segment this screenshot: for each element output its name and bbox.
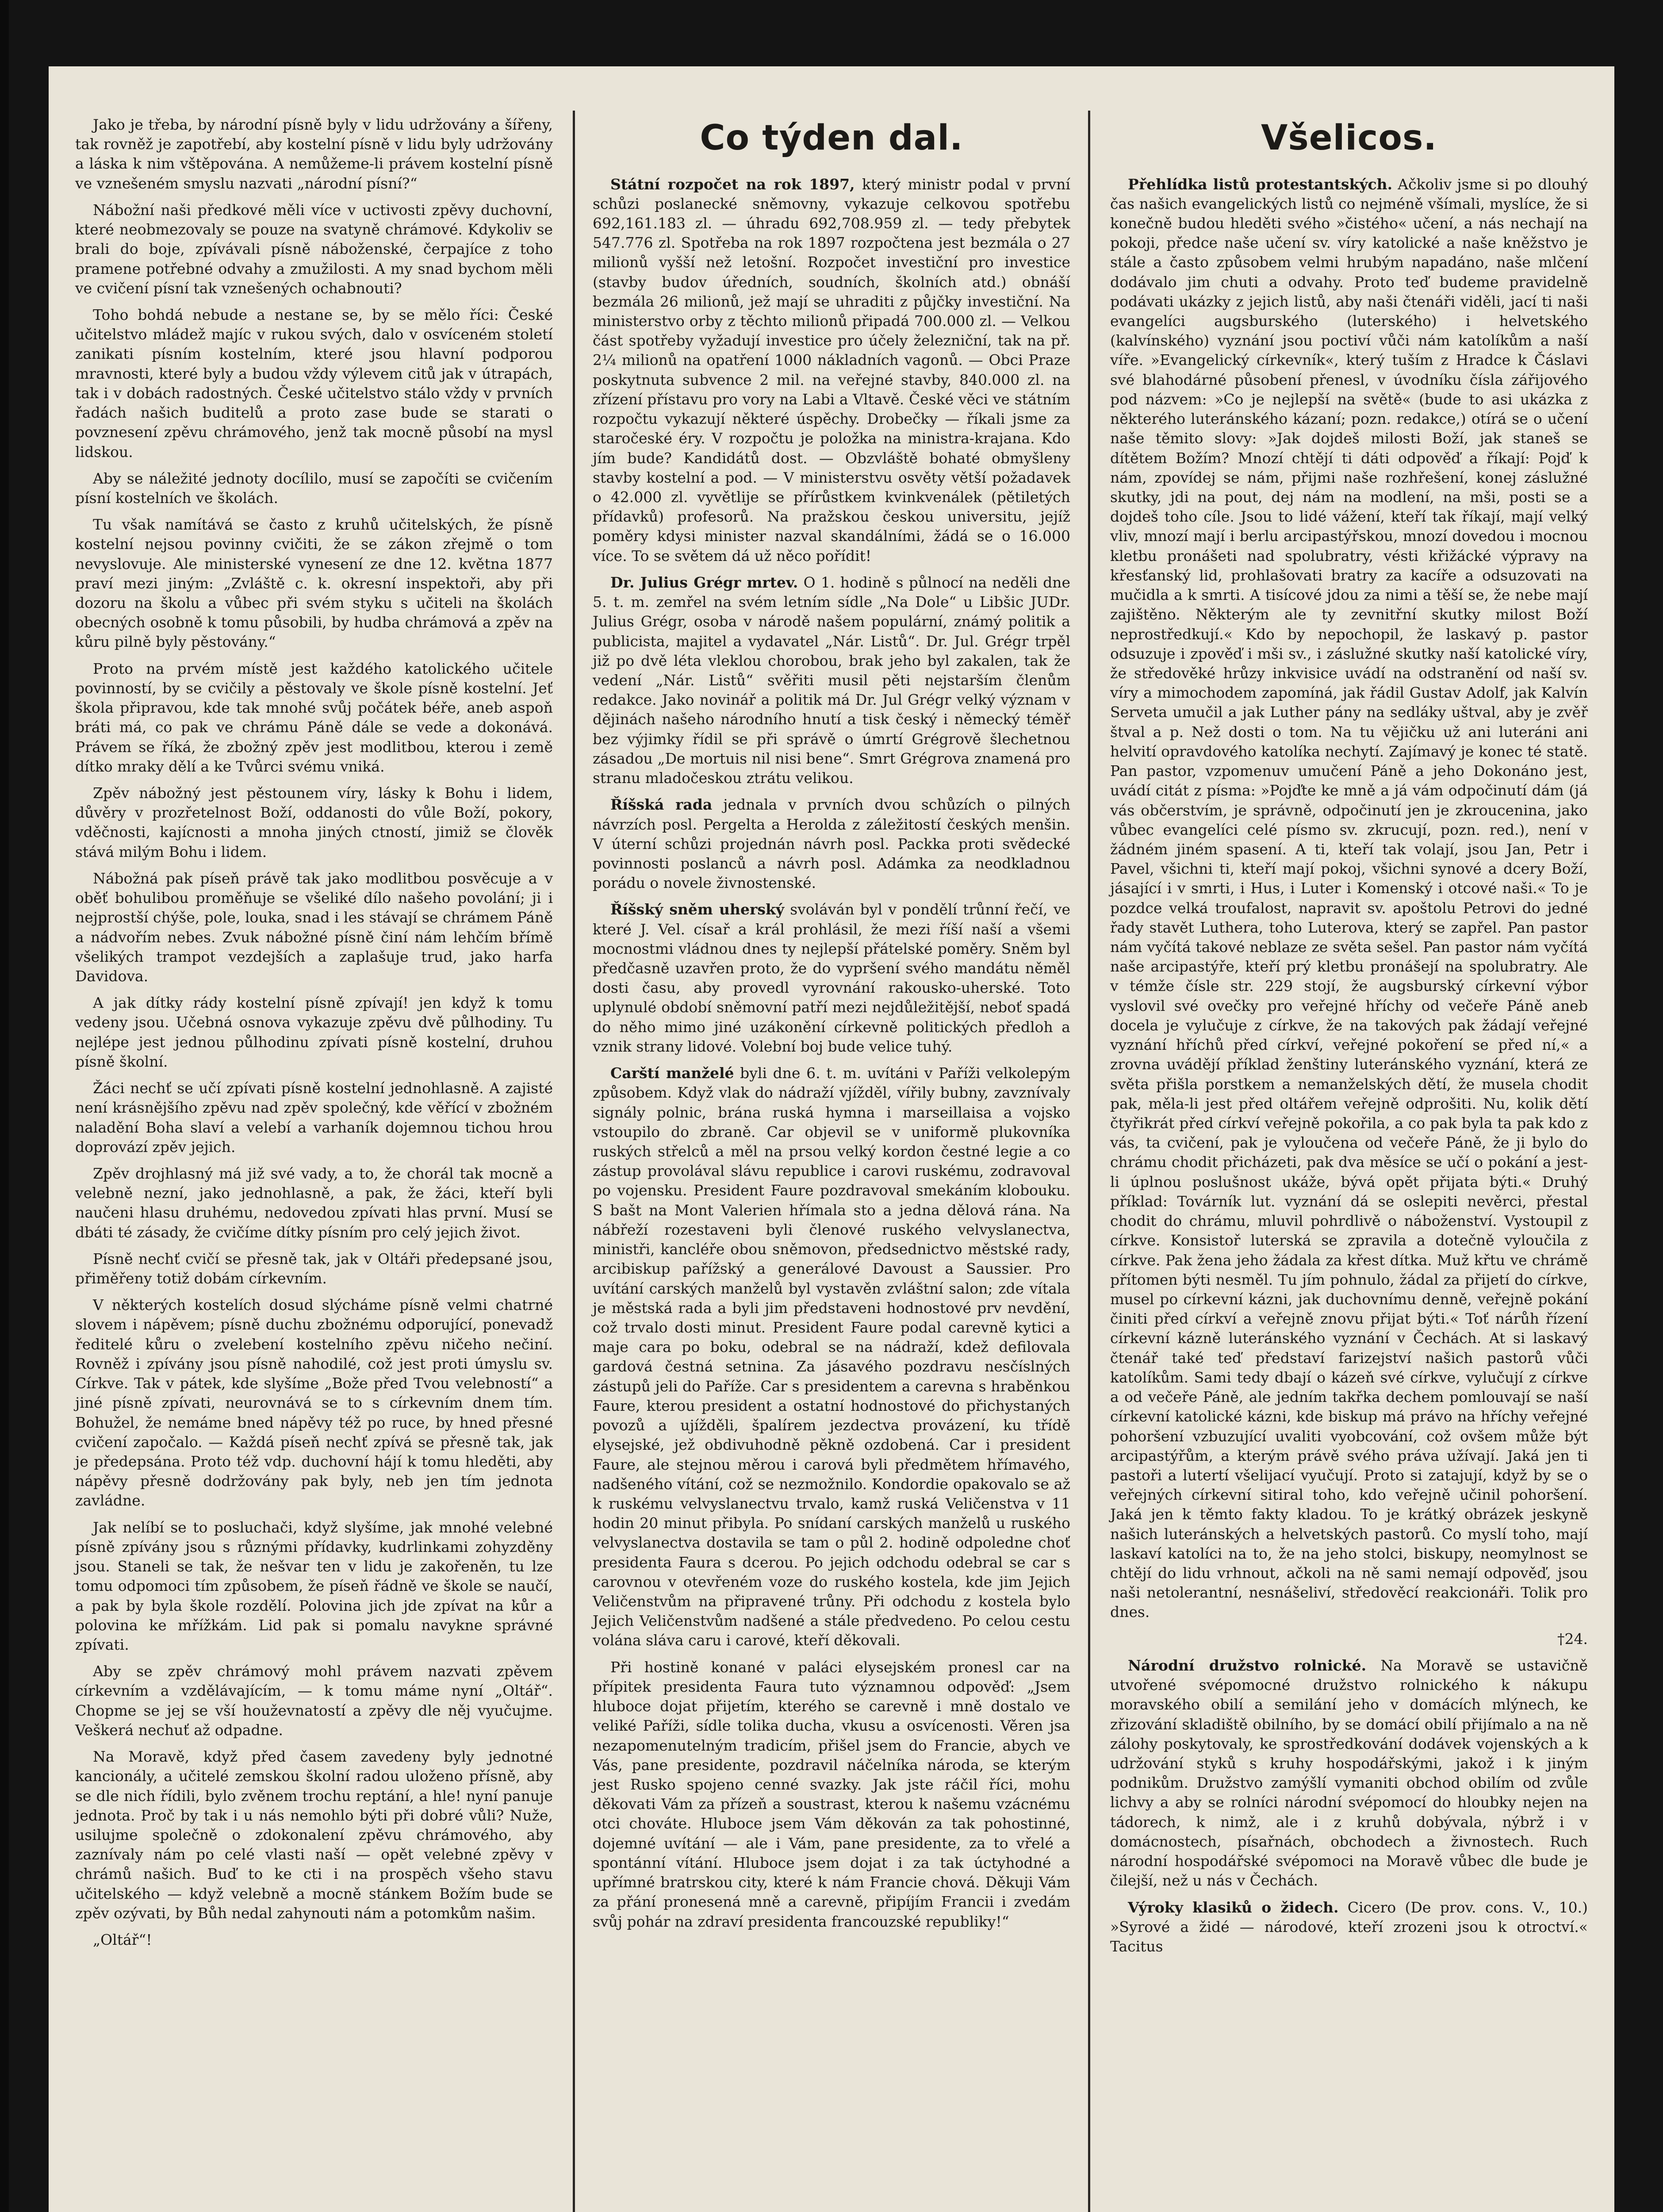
column-right — [1110, 115, 1588, 1963]
scan-edge — [0, 0, 9, 2212]
news-item-headline: Říšský sněm uherský — [610, 901, 785, 918]
news-item-headline: Národní družstvo rolnické. — [1128, 1656, 1367, 1674]
newspaper-page — [49, 66, 1614, 2212]
column-rule-2 — [1088, 111, 1090, 2212]
article-paragraph: Zpěv drojhlasný má již své vady, a to, že chorál tak mocně a velebně nezní, jako jednohlasně, a pak, že žáci, kteří byli naučeni hlasu druhému, nedovedou zpívati hlas první. Musí se dbáti té zásady, že cvičíme dítky písním pro celý jejich život. — [75, 1164, 553, 1241]
article-paragraph: „Oltář“! — [93, 1931, 152, 1949]
news-item-text: Ačkoliv jsme si po dlouhý čas našich evangelických listů co nejméně všímali, myslíce, že si konečně budou hleděti svého »čistého« učení, a nás nechají na pokoji, předce naše učení sv. víry katolické a naše kněžstvo je stále a často způsobem velmi hrubým napadáno, naše mlčení dodávalo jim chuti a odvahy. Proto teď budeme pravidelně podávati ukázky z jejich listů, aby naši čtenáři viděli, jací ti naši evangelíci augsburského (luterského) i helvetského (kalvínského) vyznání jsou poctiví vůči nám katolíkům a naší víře. »Evangelický církevník«, který tuším z Hradce k Čáslavi své blahodárné působení přenesl, v úvodníku čísla zářijového pod názvem: »Co je nejlepší na světě« (bude to asi ukázka z některého luteránského kázaní; pozn. redakce,) otírá se o učení naše těmito slovy: »Jak dojdeš milosti Boží, jak staneš se dítětem Božím? Mnozí chtějí ti dáti odpověď a říkají: Pojď k nám, zpovídej se nám, přijmi naše rozhřešení, konej záslužné skutky, jdi na pout, dej nám na modlení, na mši, posti se a dojdeš toho cíle. Jsou to lidé vážení, kteří tak říkají, mají velký vliv, mnozí mají i berlu arcipastýřskou, mnozí dovedou i mocnou kletbu pronášeti nad spolubratry, vésti křižácké výpravy na křesťanský lid, prohlašovati bratry za kacíře a odsuzovati na mučidla a k smrti. A tisícové jdou za nimi a těší se, že nebe mají zajištěno. Některým ale ty zevnitřní skutky milost Boží neprostředkují.« Kdo by nepochopil, že laskavý p. pastor odsuzuje i zpověď i mši sv., i záslužné skutky naší katolické víry, že středověké hrůzy inkvisice uvádí na odstranění od naší sv. víry a mimochodem zapomíná, jak řádil Gustav Adolf, jak Kalvín Servetа umučil a jak Luther pány na sedláky uštval, aby je zvěř štval a p. Než dosti o tom. Na tu vějičku už ani luteráni ani helvití opravdového katolíka nechytí. Zajímavý je konec té statě. Pan pastor, vzpomenuv umučení Páně a jeho Dokonáno jest, uvádí citát z písma: »Pojďte ke mně a já vám odpočinutí dám (já vás občerstvím, je správně, odpočinutí jen je zkroucenina, jako vůbec evangelíci celé písmo sv. zkrucují, pozn. red.), není v žádném jiném spasení. A ti, kteří tak volají, jsou Jan, Petr i Pavel, všichni ti, kteří mají pokoj, všichni synové a dcery Boží, jásající i v smrti, i Hus, i Luter i Komenský i otcové naši.« To je pozdce velká troufalost, napravit sv. apoštolu Petrovi do jedné řady stavět Luthera, toho Luterova, který se zapřel. Pan pastor nám vyčítá takové neblaze ze světa sešel. Pan pastor nám vyčítá naše arcipastýře, kteří prý kletbu pronášejí na spolubratry. Ale v témže čísle str. 229 stojí, že augsburský církevní výbor vyslovil své ovečky pro veřejné hříchy od večeře Páně aneb docela je vylučuje z církve, že na takových pak žádají veřejné vyznání hříchů před církví, veřejné pokoření se před ní,« a zrovna uvádějí příklad ženštiny luteránského vyznání, která ze světa přišla porstkem a nemanželských dětí, že musela chodit pak, měla-li jest před oltářem veřejně odprošiti. Nu, kolik dětí čtyřikrát před církví veřejně pokořila, a co pak byla ta pak kdo z vás, ta cvičení, pak je vyloučena od večeře Páně, že ji bylo do chrámu chodit přicházeti, pak dva měsíce se učí o pokání a jest-li úplnou poslušnost ukáže, bývá opět přijata býti.« Druhý příklad: Továrník lut. vyznání dá se oslepiti nevěrci, přestal chodit do chrámu, mluvil pohrdlivě o náboženství. Vystoupil z církve. Konsistoř luterská se zpravila a dotečně vyloučila z církve. Pak žena jeho žádala za křest dítka. Muž křtu ve chrámě přítomen býti nesměl. Tu jím pohnulo, žádal za přijetí do církve, musel po církevní kázni, jak duchovnímu denně, veřejně pokání činiti před církví a veřejně znovu přijat býti.« Toť nárůh řízení církevní kázně luteránského vyznání v Čechách. At si laskavý čtenář také teď představí farizejství našich pastorů vůči katolíkům. Sami tedy dbají o kázeň své církve, vylučují z církve a od večeře Páně, ale jedním takřka dechem pomlouvají se naší církevní katolické kázni, kde biskup má právo na hříchy veřejné pohoršení vzbuzující uvaliti vyobcování, což ovšem může být arcipastýřům, a kterým právě svého práva užívají. Jaká jen ti pastoři a lutertí všelijací vyučují. Proto si zatajují, když by se o veřejných církevní sitiral toho, kdo veřejně učinil pohoršení. Jaká jen k těmto fakty kladou. To je krátký obrázek jeskyně našich luteránských a helvetských pastorů. Co myslí toho, mají laskaví katolíci na to, že na jeho stolci, biskupy, neomylnost se chtějí do lidu vrhnout, ačkoli na ně sami nemají odpověď, jsou naši netolerantní, nesnášeliví, středověcí reakcionáři. Tolik pro dnes. — [1110, 175, 1588, 1621]
column-left — [75, 115, 553, 1957]
news-item-text: byli dne 6. t. m. uvítáni v Paříži velkolepým způsobem. Když vlak do nádraží vjížděl, vířily bubny, zavznívaly signály polnic, brána ruská hymna i marseillaisa a vojsko vstoupilo do zbraně. Car objevil se v uniformě plukovníka ruských střelců a měl na prsou velký kordon čestné legie a co zástup provolával slávu republice i carovi ruskému, zodravoval po vojensku. President Faure pozdravoval smekáním klobouku. S bašt na Mont Valerien hřímala sto a jedna dělová rána. Na nábřeží rozestaveni byli členové ruského velvyslanectva, ministři, kancléře obou sněmovon, předsednictvo městské rady, arcibiskup pařížský a generálové Davoust a Saussier. Pro uvítání carských manželů byl vystavěn zvláštní salon; zde vítala je městská rada a byli jim představeni hodnostové prv nevdění, což trvalo dosti minut. President Faure podal carevně kytici a maje cara po boku, odebral se na nádraží, kdež defilovala gardová čestná setnina. Za jásavého pozdravu nesčíslných zástupů jeli do Paříže. Car s presidentem a carevna s hraběnkou Faure, kterou president a ostatní hodnostové do přichystaných povozů a ujížděli, špalírem jezdectva provázení, ku třídě elysejské, jež obdivuhodně pěkně ozdobená. Car i president Faure, ale stejnou měrou i carová byli předmětem hřímavého, nadšeného vítání, což se nezmožnilo. Kondordie opakovalo se až k ruskému velvyslanectvu trvalo, kamž ruská Veličenstva v 11 hodin 20 minut přibyla. Po snídaní carských manželů u ruského velvyslanectva dostavila se tam o půl 2. hodině odpoledne choť presidenta Faura s dcerou. Po jejich odchodu odebral se car s carovnou v otevřeném voze do ruského kostela, kde jim Jejich Veličenstvům na připravené trůny. Při odchodu z kostela bylo Jejich Veličenstvům nadšené a stále předvedeno. Po celou cestu volána sláva caru i carové, kteří děkovali. — [593, 1064, 1070, 1649]
news-item-headline: Státní rozpočet na rok 1897, — [610, 175, 855, 193]
article-paragraph: Na Moravě, když před časem zavedeny byly jednotné kancionály, a učitelé zemskou školní radou uloženo přísně, aby se dle nich řídili, bylo zvěnem trochu reptání, a hle! nyní panuje jednota. Proč by tak i u nás nemohlo býti při dobré vůli? Nuže, usilujme společně o zdokonalení zpěvu chrámového, aby zaznívaly nám po celé vlasti naší — opět velebné zpěvy v chrámů našich. Buď to ke cti i na prospěch všeho stavu učitelského — když velebně a mocně stánkem Božím bude se zpěv ozývati, by Bůh nedal zahynouti nám a potomkům našim. — [75, 1748, 553, 1922]
news-item — [593, 1658, 1070, 1932]
column-title-co-tyden-dal: Co týden dal. — [700, 118, 963, 158]
news-item-text: Na Moravě se ustavičně utvořené svépomocné družstvo rolnického k nákupu moravského obilí a semilání jeho v domácích mlýnech, ke zřizování skladiště obilního, by se domácí obilí přijímalo a na ně zálohy poskytovaly, ke sprostředkování dodávek vojenských a k udržování styků s kruhy hospodářskými, jakož i k jiným podnikům. Družstvo zamýšlí vymaniti obchod obilím od zvůle lichvy a aby se rolníci národní svépomocí do hloubky nejen na tádorech, k nimž, ale i z kruhů dobývala, nýbrž i v domácnostech, písařnách, obchodech a živnostech. Ruch národní hospodářské svépomoci na Moravě vůbec dle bude je čilejší, než u nás v Čechách. — [1110, 1656, 1588, 1889]
article-paragraph: Proto na prvém místě jest každého katolického učitele povinností, by se cvičily a pěstovaly ve škole písně kostelní. Jeť škola připravou, kde tak mnohé svůj počátek béře, aneb aspoň bráti má, co pak ve chrámu Páně dále se vede a dokonává. Právem se říká, že zbožný zpěv jest modlitbou, kterou i země dítko mraky dělí a ke Tvůrci svému vniká. — [75, 660, 553, 775]
article-paragraph: Toho bohdá nebude a nestane se, by se mělo říci: České učitelstvo mládež majíc v rukou svých, dalo v osvíceném století zanikati písním kostelním, které jsou hlavní podporou mravnosti, které byly a budou vždy výlevem citů jak v útrapách, tak i v dobách radostných. České učitelstvo stálo vždy v prvních řadách našich buditelů a proto zase bude se starati o povznesení zpěvu chrámového, jenž tak mocně působí na mysl lidskou. — [75, 306, 553, 461]
news-item-headline: Výroky klasiků o židech. — [1128, 1898, 1339, 1916]
article-paragraph: Písně nechť cvičí se přesně tak, jak v Oltáři předepsané jsou, přiměřeny totiž dobám církevním. — [75, 1250, 553, 1287]
news-item-text: který ministr podal v první schůzi poslanecké sněmovny, vykazuje celkovou spotřebu 692,161.183 zl. — úhradu 692,708.959 zl. — tedy přebytek 547.776 zl. Spotřeba na rok 1897 rozpočtena jest bezmála o 27 milionů vyšší než letošní. Rozpočet investiční pro investice (stavby budov úředních, soudních, školních atd.) obnáší bezmála 26 milionů, jež mají se uhraditi z půjčky investiční. Na ministerstvo orby z těchto milionů připadá 700.000 zl. — Velkou část spotřeby vyžadují investice pro účely železniční, tak na př. 2¼ milionů na opatření 1000 nákladních vagonů. — Obci Praze poskytnuta subvence 2 mil. na veřejné stavby, 840.000 zl. na zřízení přístavu pro vory na Labi a Vltavě. České věci ve státním rozpočtu vykazují některé úspěchy. Drobečky — říkali jsme za staročeské éry. V rozpočtu je položka na ministra-krajana. Kdo jím bude? Kandidátů dost. — Obzvláště bohaté obmyšleny stavby kostelní a pod. — V ministerstvu osvěty větší požadavek o 42.000 zl. vyvětlije se přírůstkem kvinkvenálek (pětiletých přídavků) profesorů. Na pražskou českou universitu, jejíž poměry kdysi minister nazval skandálními, žádá se o 16.000 více. To se světem dá už něco pořídit! — [593, 175, 1070, 565]
article-paragraph: Jako je třeba, by národní písně byly v lidu udržovány a šířeny, tak rovněž je zapotřebí, aby kostelní písně v lidu byly udržovány a láska k nim vštěpována. A nemůžeme-li právem kostelní písně ve vznešeném smyslu nazvati „národní písní?“ — [75, 116, 553, 192]
news-item — [1110, 1629, 1588, 1649]
news-item — [1110, 175, 1588, 1622]
news-item — [593, 795, 1070, 893]
article-paragraph: Nábožní naši předkové měli více v uctivosti zpěvy duchovní, které neobmezovaly se pouze na svatyně chrámové. Kdykoliv se brali do boje, zpívávali písně náboženské, čerpajíce z toho pramene potřebné odvahy a zmužilosti. A my snad bychom měli ve cvičení písní tak vznešených ochabnouti? — [75, 201, 553, 297]
article-paragraph: Žáci nechť se učí zpívati písně kostelní jednohlasně. A zajisté není krásnějšího zpěvu nad zpěv společný, kde věřící v zbožném naladění Boha slaví a velebí a varhaník dojemnou tichou hrou doprovází zpěv jejich. — [75, 1079, 553, 1156]
article-paragraph: Aby se zpěv chrámový mohl právem nazvati zpěvem církevním a vzdělávajícím, — k tomu máme nyní „Oltář“. Chopme se jej se vší houževnatostí a zpěvy dle něj vyučujme. Veškerá nechuť až odpadne. — [75, 1663, 553, 1739]
news-item-headline: Dr. Julius Grégr mrtev. — [610, 573, 798, 591]
news-item-text: svoláván byl v pondělí trůnní řečí, ve které J. Vel. císař a král prohlásil, že mezi říší naší a všemi mocnostmi vládnou dnes ty nejlepší přátelské poměry. Sněm byl předčasně uzavřen proto, že do vypršení svého mandátu něměl dosti času, aby provedl vyrovnání rakousko-uherské. Toto uplynulé období sněmovní patří mezi nejdůležitější, neboť spadá do něho mimo jiné uzákonění církevně politických předloh a vznik strany lidové. Volební boj bude velice tuhý. — [593, 901, 1071, 1055]
news-item — [593, 573, 1070, 788]
news-item-headline: Carští manželé — [610, 1064, 734, 1082]
news-item-text: †24. — [1557, 1630, 1588, 1647]
news-item-text: Cicero (De prov. cons. V., 10.) »Syrové a židé — národové, kteří zrozeni jsou k otroctví.« Tacitus — [1110, 1898, 1588, 1955]
column-title-vselicos: Všelicos. — [1261, 118, 1437, 158]
article-paragraph: A jak dítky rády kostelní písně zpívají! jen když k tomu vedeny jsou. Učebná osnova vykazuje zpěvu dvě půlhodiny. Tu nejlépe jest jednou půlhodinu zpívati písně kostelní, druhou písně školní. — [75, 994, 553, 1070]
news-item-headline: Přehlídka listů protestantských. — [1128, 175, 1393, 193]
article-paragraph: V některých kostelích dosud slýcháme písně velmi chatrné slovem i nápěvem; písně duchu zbožnému odporující, ponevadž ředitelé kůru o zvelebení kostelního zpěvu ničeho nečiní. Rovněž i zpívány jsou písně nahodilé, což jest proti úmyslu sv. Církve. Tak v pátek, kde slyšíme „Bože před Tvou velebností“ a jiné písně zpívati, neurovnává se to s církevním dnem tím. Bohužel, že nemáme bned nápěvy též po ruce, by hned přesné cvičení započalo. — Každá píseň nechť zpívá se přesně tak, jak je předepsána. Proto též vdp. duchovní hájí k tomu hleděti, aby nápěvy přesně dodržovány pak byly, neb jen tím jednota zavládne. — [75, 1296, 553, 1509]
news-item-text: jednala v prvních dvou schůzích o pilných návrzích posl. Pergelta a Herolda z záležitostí českých menšin. V úterní schůzi projednán návrh posl. Packka proti svědecké povinnosti poslanců a návrh posl. Adámka za neodkladnou porádu o novele živnostenské. — [593, 796, 1070, 892]
article-paragraph: Jak nelíbí se to posluchači, když slyšíme, jak mnohé velebné písně zpívány jsou s různými přídavky, kudrlinkami zohyzděny jsou. Staneli se tak, že nešvar ten v lidu je zakořeněn, tu lze tomu odpomoci tím způsobem, že píseň řádně ve škole se naučí, a pak by byla škole rozdělí. Polovina jich jde zpívat na kůr a polovina ke mřížkám. Lid pak si pomalu navykne správné zpívati. — [75, 1518, 553, 1653]
news-item — [593, 175, 1070, 566]
news-item-text: Při hostině konané v paláci elysejském pronesl car na přípitek presidenta Faura tuto významnou odpověď: „Jsem hluboce dojat přijetím, kterého se carevně i mně dostalo ve veliké Paříži, sídle tolika ducha, vkusu a osvícenosti. Věren jsa nezapomenutelným tradicím, přišel jsem do Francie, abych ve Vás, pane presidente, pozdravil náčelníka národa, se kterým jest Rusko spojeno cenné svazky. Jak jste ráčil říci, mohu děkovati Vám za přízeň a soustrast, kterou k našemu vzácnému otci chováte. Hluboce jsem Vám děkován za tak pohostinné, dojemné uvítání — ale i Vám, pane presidente, za to vřelé a spontánní vítání. Hluboce jsem dojat i za tak úctyhodné a upřímné bratrskou city, které k nám Francie chová. Děkuji Vám za přání pronesená mně a carevně, připíjím Francii i zvedám svůj pohár na zdraví presidenta francouzské republiky!“ — [593, 1658, 1070, 1930]
news-item-headline: Říšská rada — [610, 796, 713, 814]
news-item — [593, 900, 1070, 1056]
article-paragraph: Nábožná pak píseň právě tak jako modlitbou posvěcuje a v oběť bohulibou proměňuje se všeliké dílo našeho povolání; ji i nejprostší chýše, pole, louka, snad i les stávají se chrámem Páně a nádvořím nebes. Zvuk nábožné písně činí nám lehčím břímě všelikých trampot vezdejších a zaplašuje trud, jako harfa Davidova. — [75, 869, 553, 985]
news-item-text: O 1. hodině s půlnocí na neděli dne 5. t. m. zemřel na svém letním sídle „Na Dole“ u Libšic JUDr. Julius Grégr, osoba v národě našem populární, známý politik a publicista, majitel a vydavatel „Nár. Listů“. Dr. Jul. Grégr trpěl již po dvě léta vleklou chorobou, brak jeho byl zakalen, tak že vedení „Nár. Listů“ svěřiti musil pěti nejstarším členům redakce. Jako novinář a politik má Dr. Jul Grégr velký význam v dějinách našeho národního hnutí a tisk český i německý téměř bez výjimky řídil se při správě o úmrtí Grégrově šlechetnou zásadou „De mortuis nil nisi bene“. Smrt Grégrova znamená pro stranu mladočeskou ztrátu velikou. — [593, 573, 1070, 787]
article-paragraph: Tu však namítává se často z kruhů učitelských, že písně kostelní nejsou povinny cvičiti, že se zákon zřejmě o tom nevyslovuje. Ale ministerské vynesení ze dne 12. května 1877 praví mezi jiným: „Zvláště c. k. okresní inspektoři, aby při dozoru na školu a vůbec při svém styku s učiteli na školách obecných osobně k tomu působili, by hudba chrámová a zpěv na kůru pilně byly pěstovány.“ — [75, 516, 553, 651]
column-middle — [593, 115, 1070, 1939]
article-paragraph: Zpěv nábožný jest pěstounem víry, lásky k Bohu i lidem, důvěry v prozřetelnost Boží, oddanosti do vůle Boží, pokory, vděčnosti, kajícnosti a mnoha jiných ctností, jimiž se člověk stává milým Bohu i lidem. — [75, 784, 553, 860]
news-item — [1110, 1898, 1588, 1957]
article-paragraph: Aby se náležité jednoty docílilo, musí se započíti se cvičením písní kostelních ve školách. — [75, 469, 553, 507]
column-rule-1 — [573, 111, 575, 2212]
news-item — [593, 1064, 1070, 1651]
news-item — [1110, 1656, 1588, 1891]
